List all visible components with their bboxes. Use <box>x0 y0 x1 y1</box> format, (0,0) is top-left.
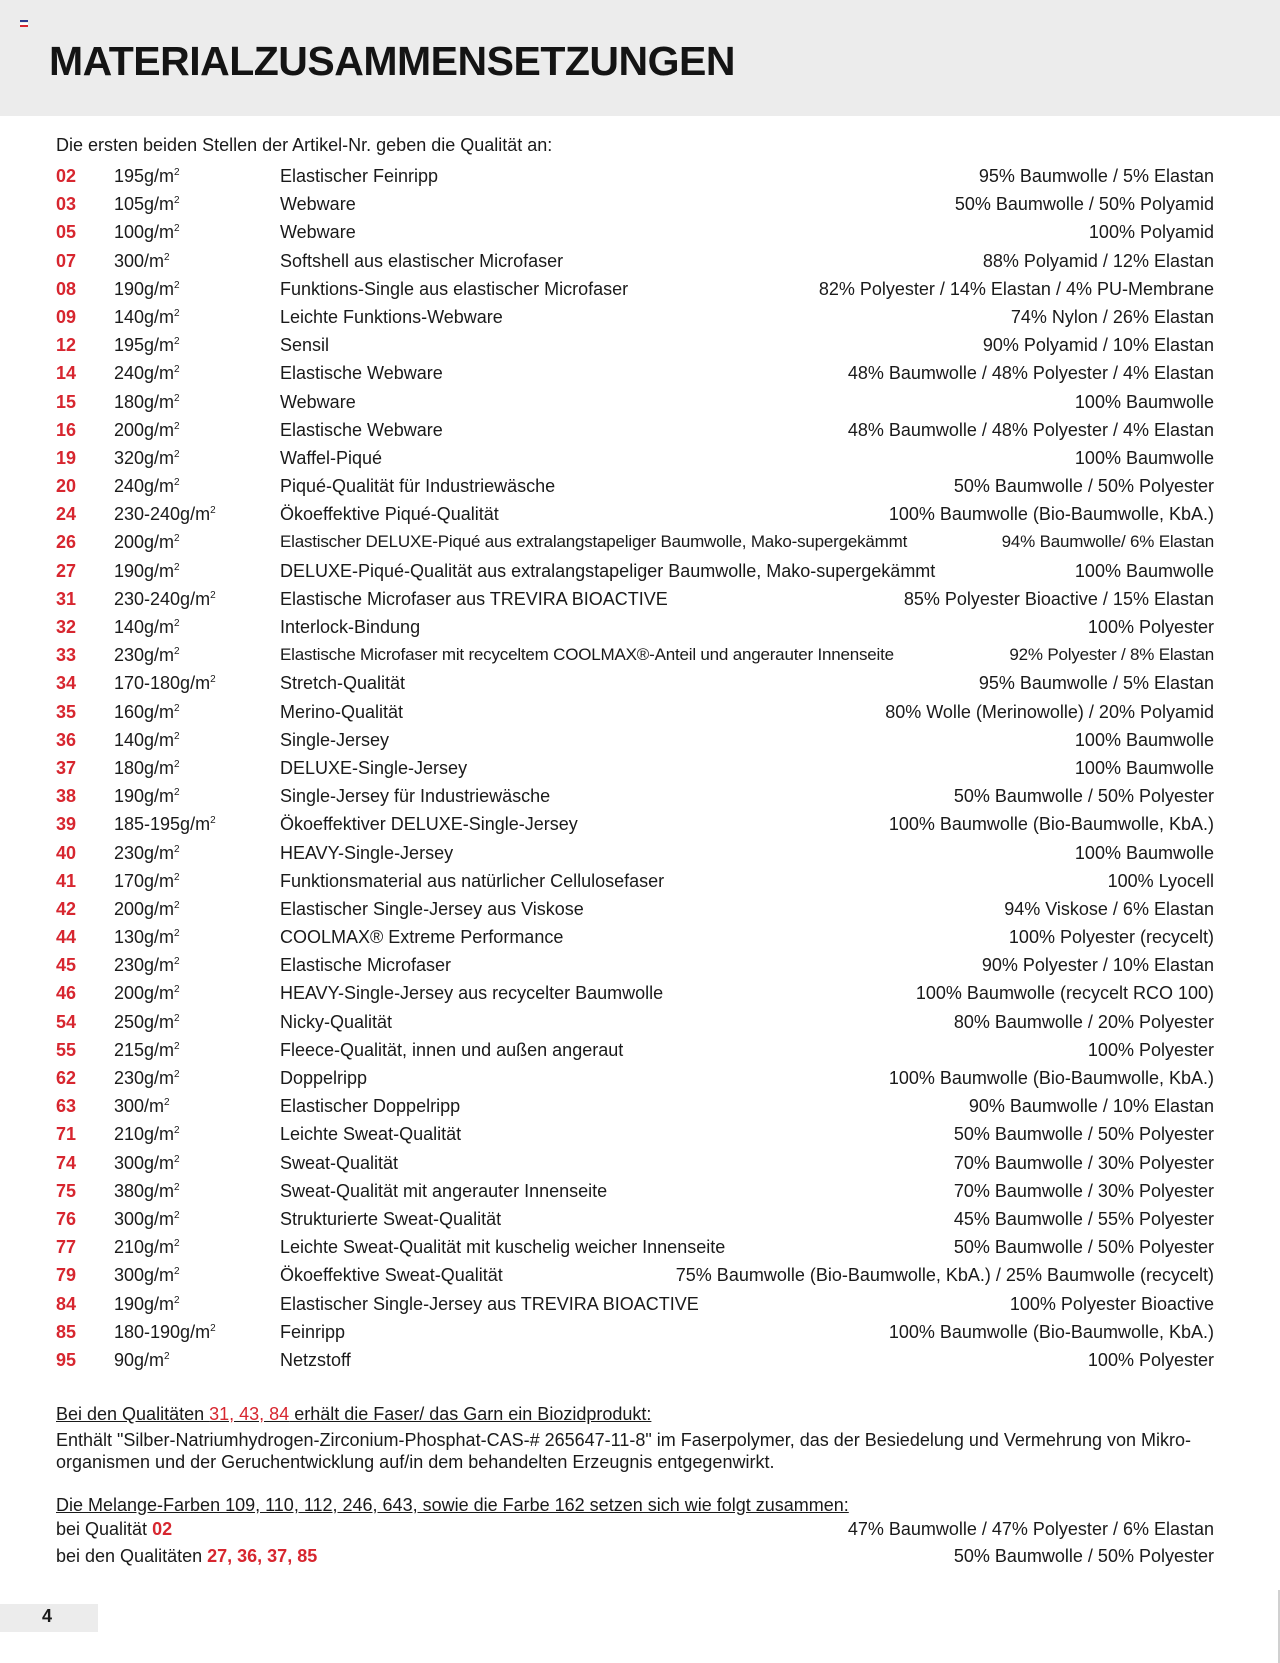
fabric-composition: 80% Wolle (Merinowolle) / 20% Polyamid <box>885 701 1214 722</box>
quality-code: 32 <box>56 617 77 637</box>
fabric-description: Ökoeffektiver DELUXE-Single-Jersey <box>280 814 578 835</box>
quality-code: 85 <box>56 1321 77 1342</box>
fabric-weight: $130g/m^2$ <box>114 927 180 948</box>
quality-code: 42 <box>56 898 77 919</box>
fabric-composition: 100% Polyester <box>1087 617 1214 637</box>
quality-code: 08 <box>56 278 77 299</box>
fabric-composition: 80% Baumwolle / 20% Polyester <box>953 1011 1214 1032</box>
fabric-description: Elastische Microfaser mit recyceltem COOLMAX®-Anteil und angerauter Innenseite <box>280 645 894 665</box>
fabric-weight: $200g/m^2$ <box>114 419 180 440</box>
table-row <box>56 1261 1214 1289</box>
quality-code: 79 <box>56 1265 77 1286</box>
fabric-description: COOLMAX® Extreme Performance <box>280 927 564 948</box>
table-row <box>56 1290 1214 1318</box>
table-row <box>56 444 1214 472</box>
fabric-description: Ökoeffektive Sweat-Qualität <box>280 1265 503 1286</box>
quality-code: 12 <box>56 335 77 356</box>
fabric-description: Webware <box>280 391 356 412</box>
fabric-composition: 95% Baumwolle / 5% Elastan <box>978 166 1214 186</box>
page-title: MATERIALZUSAMMENSETZUNGEN <box>49 38 735 84</box>
quality-code: 95 <box>56 1349 77 1370</box>
fabric-composition: 50% Baumwolle / 50% Polyester <box>953 476 1214 497</box>
fabric-weight: $140g/m^2$ <box>114 729 180 750</box>
fabric-composition: 45% Baumwolle / 55% Polyester <box>953 1208 1214 1229</box>
fabric-weight: $300/m^2$ <box>114 250 170 271</box>
fabric-weight: $140g/m^2$ <box>114 306 180 327</box>
fabric-description: HEAVY-Single-Jersey <box>280 842 454 863</box>
fabric-description: Elastischer Feinripp <box>280 166 439 186</box>
fabric-weight: $320g/m^2$ <box>114 447 180 468</box>
fabric-description: Doppelripp <box>280 1068 368 1088</box>
quality-code: 38 <box>56 786 77 807</box>
quality-code: 16 <box>56 419 77 440</box>
fabric-composition: 100% Polyamid <box>1088 222 1214 243</box>
fabric-description: Elastische Webware <box>280 419 443 440</box>
quality-code: 46 <box>56 983 77 1004</box>
table-row <box>56 528 1214 556</box>
fabric-weight: $140g/m^2$ <box>114 617 180 637</box>
fabric-composition: 50% Baumwolle / 50% Polyester <box>953 1124 1214 1145</box>
fabric-weight: $300g/m^2$ <box>114 1208 180 1229</box>
table-row <box>56 1233 1214 1261</box>
quality-code: 77 <box>56 1237 77 1258</box>
quality-code: 34 <box>56 673 77 694</box>
fabric-description: Elastischer Single-Jersey aus TREVIRA BIOACTIVE <box>280 1293 699 1314</box>
fabric-description: HEAVY-Single-Jersey aus recycelter Baumwolle <box>280 983 664 1004</box>
fabric-weight: $380g/m^2$ <box>114 1180 180 1201</box>
fabric-composition: 48% Baumwolle / 48% Polyester / 4% Elastan <box>847 419 1214 440</box>
fabric-weight: $90g/m^2$ <box>114 1349 170 1370</box>
fabric-composition: 100% Baumwolle (Bio-Baumwolle, KbA.) <box>888 1068 1214 1088</box>
fabric-composition: 82% Polyester / 14% Elastan / 4% PU-Membrane <box>818 278 1214 299</box>
fabric-description: Waffel-Piqué <box>280 447 383 468</box>
fabric-composition: 70% Baumwolle / 30% Polyester <box>953 1180 1214 1201</box>
fabric-weight: $230g/m^2$ <box>114 1068 180 1088</box>
table-row <box>56 162 1214 190</box>
table-row <box>56 388 1214 416</box>
quality-code: 71 <box>56 1124 77 1145</box>
fabric-description: Sweat-Qualität mit angerauter Innenseite <box>280 1180 608 1201</box>
intro-text: Die ersten beiden Stellen der Artikel-Nr. geben die Qualität an: <box>56 135 553 155</box>
table-row <box>56 1205 1214 1233</box>
flag-icon <box>20 20 28 27</box>
quality-code: 44 <box>56 927 77 948</box>
fabric-weight: $190g/m^2$ <box>114 560 180 581</box>
fabric-composition: 100% Polyester <box>1087 1039 1214 1060</box>
fabric-weight: $250g/m^2$ <box>114 1011 180 1032</box>
fabric-description: Elastischer Single-Jersey aus Viskose <box>280 898 584 919</box>
melange-row: bei Qualität 02 47% Baumwolle / 47% Polyester / 6% Elastan <box>56 1516 1214 1543</box>
fabric-description: Single-Jersey für Industriewäsche <box>280 786 551 807</box>
fabric-weight: $190g/m^2$ <box>114 278 180 299</box>
fabric-description: Merino-Qualität <box>280 701 404 722</box>
quality-code: 33 <box>56 645 77 666</box>
table-row <box>56 557 1214 585</box>
melange-codes: 02 <box>152 1519 173 1539</box>
fabric-composition: 88% Polyamid / 12% Elastan <box>982 250 1214 271</box>
quality-code: 39 <box>56 814 77 835</box>
fabric-composition: 94% Baumwolle/ 6% Elastan <box>1001 532 1214 552</box>
quality-code: 09 <box>56 306 77 327</box>
quality-code: 26 <box>56 532 77 553</box>
fabric-description: Sweat-Qualität <box>280 1152 399 1173</box>
table-row <box>56 190 1214 218</box>
fabric-description: Leichte Sweat-Qualität mit kuschelig weicher Innenseite <box>280 1237 726 1258</box>
fabric-weight: $300/m^2$ <box>114 1096 170 1117</box>
fabric-weight: $180-190g/m^2$ <box>114 1321 216 1342</box>
fabric-composition: 75% Baumwolle (Bio-Baumwolle, KbA.) / 25% Baumwolle (recycelt) <box>675 1265 1214 1286</box>
quality-code: 27 <box>56 560 77 581</box>
quality-code: 76 <box>56 1208 77 1229</box>
fabric-description: Leichte Sweat-Qualität <box>280 1124 462 1145</box>
table-row <box>56 1177 1214 1205</box>
quality-code: 45 <box>56 955 77 976</box>
melange-note <box>56 1495 1214 1570</box>
table-row <box>56 1346 1214 1374</box>
fabric-description: Nicky-Qualität <box>280 1011 393 1032</box>
fabric-weight: $170-180g/m^2$ <box>114 673 216 694</box>
table-row <box>56 613 1214 641</box>
fabric-composition: 100% Baumwolle (recycelt RCO 100) <box>915 983 1214 1004</box>
quality-code: 37 <box>56 757 77 778</box>
table-row <box>56 782 1214 810</box>
melange-codes: 27, 36, 37, 85 <box>207 1546 318 1566</box>
fabric-description: Netzstoff <box>280 1349 351 1370</box>
fabric-weight: $230-240g/m^2$ <box>114 504 216 525</box>
fabric-composition: 100% Polyester <box>1087 1349 1214 1370</box>
fabric-composition: 100% Baumwolle <box>1074 757 1214 778</box>
table-row <box>56 1120 1214 1148</box>
fabric-description: Funktions-Single aus elastischer Microfaser <box>280 278 629 299</box>
fabric-weight: $300g/m^2$ <box>114 1152 180 1173</box>
fabric-weight: $195g/m^2$ <box>114 335 180 356</box>
fabric-composition: 90% Baumwolle / 10% Elastan <box>968 1096 1214 1117</box>
fabric-weight: $300g/m^2$ <box>114 1265 180 1286</box>
fabric-weight: $200g/m^2$ <box>114 898 180 919</box>
fabric-description: Elastischer Doppelripp <box>280 1096 461 1117</box>
fabric-description: DELUXE-Single-Jersey <box>280 757 468 778</box>
fabric-composition: 70% Baumwolle / 30% Polyester <box>953 1152 1214 1173</box>
melange-composition: 47% Baumwolle / 47% Polyester / 6% Elastan <box>847 1519 1214 1539</box>
table-row <box>56 726 1214 754</box>
biocide-heading: Bei den Qualitäten 31, 43, 84 erhält die Faser/ das Garn ein Biozidprodukt: <box>56 1404 652 1424</box>
fabric-composition: 100% Polyester Bioactive <box>1009 1293 1214 1314</box>
table-row <box>56 641 1214 669</box>
quality-code: 75 <box>56 1180 77 1201</box>
fabric-description: Feinripp <box>280 1321 346 1342</box>
fabric-description: Interlock-Bindung <box>280 617 421 637</box>
table-row <box>56 867 1214 895</box>
quality-code: 07 <box>56 250 77 271</box>
fabric-composition: 95% Baumwolle / 5% Elastan <box>978 673 1214 694</box>
fabric-weight: $240g/m^2$ <box>114 363 180 384</box>
fabric-description: Elastische Microfaser aus TREVIRA BIOACTIVE <box>280 588 668 609</box>
table-row <box>56 951 1214 979</box>
fabric-composition: 48% Baumwolle / 48% Polyester / 4% Elastan <box>847 363 1214 384</box>
fabric-weight: $215g/m^2$ <box>114 1039 180 1060</box>
fabric-description: Funktionsmaterial aus natürlicher Cellulosefaser <box>280 870 665 891</box>
fabric-composition: 100% Baumwolle (Bio-Baumwolle, KbA.) <box>888 1321 1214 1342</box>
fabric-description: Elastische Microfaser <box>280 955 452 976</box>
fabric-weight: $185-195g/m^2$ <box>114 814 216 835</box>
table-row <box>56 331 1214 359</box>
fabric-composition: 90% Polyester / 10% Elastan <box>981 955 1214 976</box>
melange-heading: Die Melange-Farben 109, 110, 112, 246, 643, sowie die Farbe 162 setzen sich wie folgt zusammen: <box>56 1495 849 1515</box>
fabric-composition: 100% Baumwolle <box>1074 729 1214 750</box>
table-row <box>56 1149 1214 1177</box>
biocide-text: Enthält "Silber-Natriumhydrogen-Zirconium-Phosphat-CAS-# 265647-11-8" im Faserpolymer, das der Besiedelung und Vermehrung von Mikro- organismen und der Geruchentwicklung auf/in dem behandelten Erzeugnis entgegenwirkt. <box>56 1430 1191 1472</box>
fabric-description: Webware <box>280 222 356 243</box>
fabric-description: Elastische Webware <box>280 363 443 384</box>
table-row <box>56 839 1214 867</box>
fabric-composition: 100% Polyester (recycelt) <box>1008 927 1214 948</box>
table-row <box>56 1064 1214 1092</box>
quality-code: 36 <box>56 729 77 750</box>
table-row <box>56 416 1214 444</box>
fabric-weight: $190g/m^2$ <box>114 1293 180 1314</box>
fabric-weight: $230g/m^2$ <box>114 842 180 863</box>
fabric-weight: $105g/m^2$ <box>114 194 180 215</box>
fabric-composition: 50% Baumwolle / 50% Polyamid <box>954 194 1214 215</box>
melange-row: bei den Qualitäten 27, 36, 37, 85 50% Baumwolle / 50% Polyester <box>56 1543 1214 1570</box>
table-row <box>56 1318 1214 1346</box>
fabric-composition: 92% Polyester / 8% Elastan <box>1009 645 1214 665</box>
quality-code: 35 <box>56 701 77 722</box>
quality-code: 74 <box>56 1152 77 1173</box>
table-row <box>56 698 1214 726</box>
table-row <box>56 754 1214 782</box>
fabric-description: Piqué-Qualität für Industriewäsche <box>280 476 556 497</box>
quality-code: 31 <box>56 588 77 609</box>
fabric-description: Ökoeffektive Piqué-Qualität <box>280 504 499 525</box>
table-row <box>56 895 1214 923</box>
fabric-weight: $200g/m^2$ <box>114 532 180 553</box>
fabric-composition: 100% Baumwolle <box>1074 447 1214 468</box>
fabric-description: Single-Jersey <box>280 729 390 750</box>
quality-code: 20 <box>56 476 77 497</box>
quality-code: 40 <box>56 842 77 863</box>
quality-code: 55 <box>56 1039 77 1060</box>
quality-code: 62 <box>56 1068 77 1088</box>
table-row <box>56 247 1214 275</box>
fabric-composition: 100% Baumwolle <box>1074 842 1214 863</box>
fabric-composition: 50% Baumwolle / 50% Polyester <box>953 1237 1214 1258</box>
fabric-composition: 100% Baumwolle (Bio-Baumwolle, KbA.) <box>888 504 1214 525</box>
fabric-description: DELUXE-Piqué-Qualität aus extralangstapeliger Baumwolle, Mako-supergekämmt <box>280 560 936 581</box>
fabric-weight: $230g/m^2$ <box>114 645 180 666</box>
fabric-weight: $180g/m^2$ <box>114 391 180 412</box>
fabric-composition: 94% Viskose / 6% Elastan <box>1004 898 1214 919</box>
table-row <box>56 472 1214 500</box>
biocide-codes: 31, 43, 84 <box>209 1404 290 1424</box>
fabric-description: Elastischer DELUXE-Piqué aus extralangstapeliger Baumwolle, Mako-supergekämmt <box>280 532 908 552</box>
fabric-description: Webware <box>280 194 356 215</box>
table-row <box>56 669 1214 697</box>
table-row <box>56 585 1214 613</box>
fabric-composition: 100% Baumwolle <box>1074 391 1214 412</box>
biocide-note <box>56 1404 1214 1473</box>
quality-code: 41 <box>56 870 77 891</box>
fabric-weight: $210g/m^2$ <box>114 1237 180 1258</box>
fabric-description: Sensil <box>280 335 330 356</box>
quality-code: 54 <box>56 1011 77 1032</box>
fabric-weight: $195g/m^2$ <box>114 166 180 186</box>
page-number: 4 <box>42 1606 53 1626</box>
melange-composition: 50% Baumwolle / 50% Polyester <box>953 1546 1214 1566</box>
table-row <box>56 979 1214 1007</box>
quality-code: 24 <box>56 504 77 525</box>
fabric-description: Softshell aus elastischer Microfaser <box>280 250 564 271</box>
fabric-description: Strukturierte Sweat-Qualität <box>280 1208 502 1229</box>
fabric-weight: $230-240g/m^2$ <box>114 588 216 609</box>
table-row <box>56 218 1214 246</box>
fabric-weight: $200g/m^2$ <box>114 983 180 1004</box>
table-row <box>56 1008 1214 1036</box>
fabric-weight: $100g/m^2$ <box>114 222 180 243</box>
fabric-composition: 85% Polyester Bioactive / 15% Elastan <box>903 588 1214 609</box>
fabric-weight: $180g/m^2$ <box>114 757 180 778</box>
fabric-description: Leichte Funktions-Webware <box>280 306 503 327</box>
table-row <box>56 359 1214 387</box>
fabric-description: Fleece-Qualität, innen und außen angeraut <box>280 1039 624 1060</box>
quality-code: 84 <box>56 1293 77 1314</box>
fabric-composition: 90% Polyamid / 10% Elastan <box>982 335 1214 356</box>
page-header <box>0 0 1280 116</box>
fabric-composition: 100% Baumwolle <box>1074 560 1214 581</box>
table-row <box>56 1092 1214 1120</box>
fabric-composition: 74% Nylon / 26% Elastan <box>1010 306 1214 327</box>
fabric-weight: $160g/m^2$ <box>114 701 180 722</box>
quality-code: 14 <box>56 363 77 384</box>
table-row <box>56 303 1214 331</box>
material-table <box>56 162 1214 1374</box>
table-row <box>56 810 1214 838</box>
quality-code: 03 <box>56 194 77 215</box>
quality-code: 02 <box>56 166 77 186</box>
quality-code: 63 <box>56 1096 77 1117</box>
quality-code: 15 <box>56 391 77 412</box>
fabric-weight: $210g/m^2$ <box>114 1124 180 1145</box>
fabric-composition: 100% Baumwolle (Bio-Baumwolle, KbA.) <box>888 814 1214 835</box>
table-row <box>56 923 1214 951</box>
table-row <box>56 500 1214 528</box>
table-row <box>56 275 1214 303</box>
quality-code: 19 <box>56 447 77 468</box>
fabric-weight: $170g/m^2$ <box>114 870 180 891</box>
table-row <box>56 1036 1214 1064</box>
fabric-composition: 50% Baumwolle / 50% Polyester <box>953 786 1214 807</box>
quality-code: 05 <box>56 222 77 243</box>
fabric-description: Stretch-Qualität <box>280 673 406 694</box>
fabric-weight: $240g/m^2$ <box>114 476 180 497</box>
fabric-weight: $230g/m^2$ <box>114 955 180 976</box>
fabric-composition: 100% Lyocell <box>1107 870 1214 891</box>
fabric-weight: $190g/m^2$ <box>114 786 180 807</box>
